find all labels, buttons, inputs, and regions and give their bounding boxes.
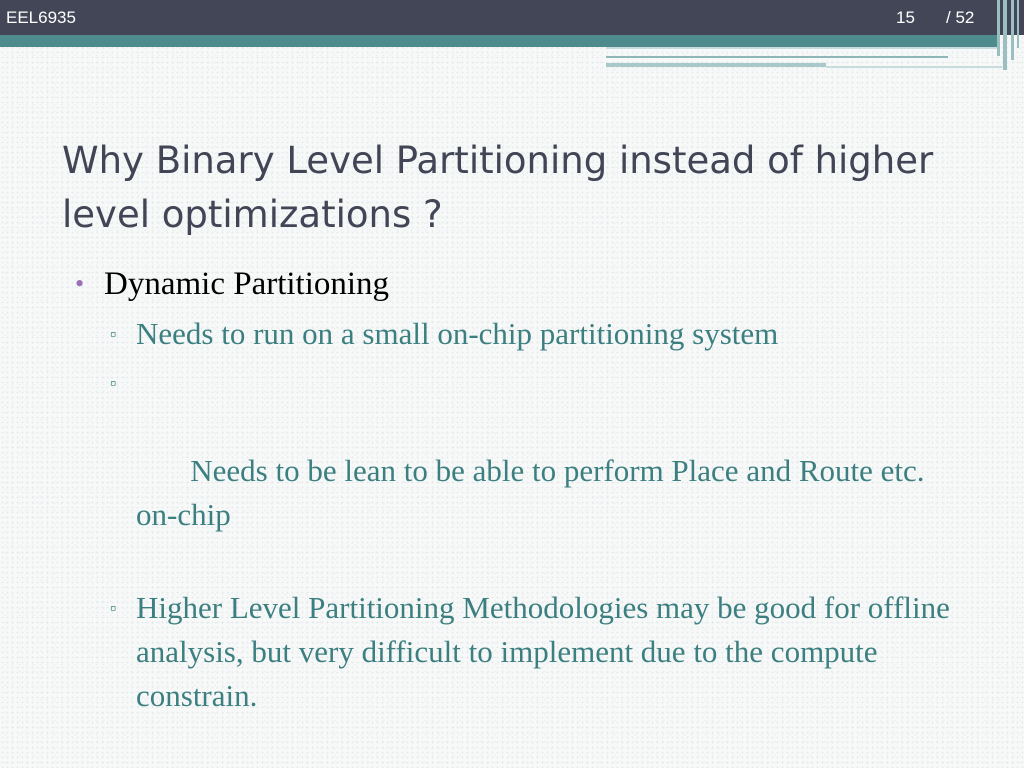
sub-bullet-item bbox=[72, 361, 952, 581]
header-decoration-line bbox=[606, 56, 948, 58]
header-decoration-line bbox=[826, 66, 1002, 68]
square-bullet-icon: ▫ bbox=[110, 373, 117, 393]
course-code: EEL6935 bbox=[6, 8, 76, 27]
page-number: 15 bbox=[896, 8, 915, 27]
sub-bullet-item bbox=[72, 586, 952, 718]
sub-bullet-text: Higher Level Partitioning Methodologies may be good for offline analysis, but very difficult to implement due to the compute constrain. bbox=[136, 590, 950, 713]
bullet-text: Dynamic Partitioning bbox=[104, 266, 390, 302]
header-accent-band bbox=[0, 35, 1000, 47]
header-decoration-line bbox=[606, 63, 826, 67]
header-decoration-line bbox=[606, 47, 1000, 49]
sub-bullet-list bbox=[72, 312, 952, 718]
square-bullet-icon: ▫ bbox=[110, 598, 117, 618]
header-decoration-stripe bbox=[1011, 0, 1014, 60]
bullet-item bbox=[72, 262, 952, 306]
header-decoration-stripe bbox=[997, 0, 1000, 56]
sub-bullet-item bbox=[72, 312, 952, 356]
page-total: / 52 bbox=[946, 8, 975, 27]
slide-content bbox=[72, 262, 952, 723]
header-decoration-stripe bbox=[1017, 0, 1019, 48]
sub-bullet-text: Needs to run on a small on-chip partitioning system bbox=[136, 316, 779, 351]
square-bullet-icon: ▫ bbox=[110, 324, 117, 344]
header-bar bbox=[0, 0, 1024, 35]
header-decoration-stripe bbox=[1003, 0, 1007, 70]
sub-bullet-text: Needs to be lean to be able to perform Place and Route etc. on-chip bbox=[136, 453, 933, 532]
slide-title: Why Binary Level Partitioning instead of higher level optimizations ? bbox=[62, 139, 934, 236]
bullet-dot-icon: • bbox=[75, 269, 85, 298]
